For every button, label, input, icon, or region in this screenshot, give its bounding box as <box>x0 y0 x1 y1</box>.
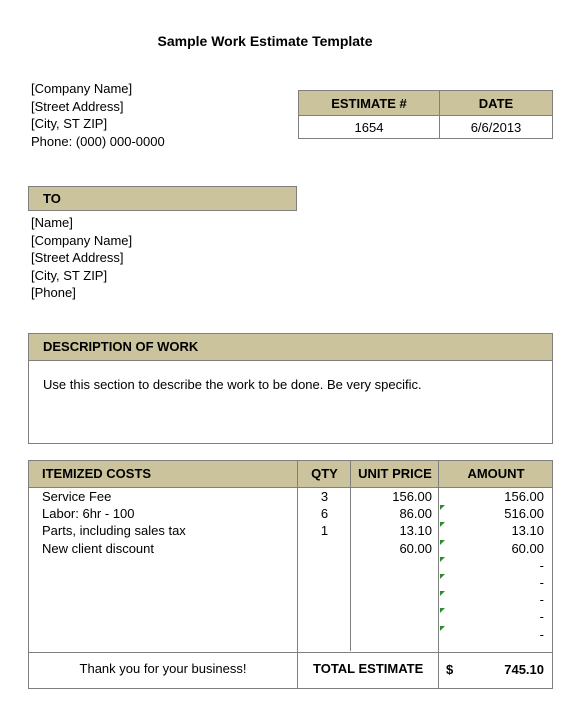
item-amount[interactable]: - <box>539 592 544 608</box>
cell-note-marker <box>440 574 445 579</box>
item-row <box>29 626 552 643</box>
item-description[interactable]: New client discount <box>42 540 154 556</box>
currency-symbol: $ <box>446 662 454 677</box>
item-qty[interactable]: 3 <box>320 489 329 504</box>
item-description[interactable]: Parts, including sales tax <box>42 523 186 539</box>
page-title: Sample Work Estimate Template <box>157 33 373 49</box>
item-description[interactable]: Service Fee <box>42 489 112 504</box>
description-header: DESCRIPTION OF WORK <box>29 334 552 361</box>
sender-phone: Phone: (000) 000-0000 <box>31 133 165 149</box>
item-row <box>29 522 552 539</box>
items-header-desc: ITEMIZED COSTS <box>42 466 152 481</box>
sender-address-block <box>31 80 165 150</box>
cell-note-marker <box>440 591 445 596</box>
cell-note-marker <box>440 522 445 527</box>
description-text[interactable]: Use this section to describe the work to be done. Be very specific. <box>43 377 422 392</box>
estimate-info-table <box>298 90 553 139</box>
sender-street: [Street Address] <box>31 98 124 114</box>
footer-divider <box>29 652 552 653</box>
recipient-city: [City, ST ZIP] <box>31 267 108 283</box>
recipient-name: [Name] <box>31 215 73 230</box>
item-row <box>29 505 552 522</box>
item-qty[interactable]: 1 <box>320 523 329 539</box>
recipient-street: [Street Address] <box>31 250 124 265</box>
sender-company: [Company Name] <box>31 81 133 96</box>
thank-you-note: Thank you for your business! <box>79 661 247 676</box>
date-cell[interactable]: 6/6/2013 <box>440 116 553 139</box>
date-header: DATE <box>440 91 553 116</box>
item-amount[interactable]: 156.00 <box>504 489 544 504</box>
estimate-number-cell[interactable]: 1654 <box>299 116 440 139</box>
item-amount[interactable]: - <box>539 575 544 590</box>
item-amount[interactable]: - <box>539 626 544 642</box>
cell-note-marker <box>440 505 445 510</box>
cell-note-marker <box>440 626 445 631</box>
item-amount[interactable]: 60.00 <box>511 540 544 556</box>
cell-note-marker <box>440 557 445 562</box>
item-row <box>29 591 552 608</box>
item-row <box>29 608 552 625</box>
item-unit-price[interactable]: 156.00 <box>392 489 432 504</box>
item-row <box>29 574 552 591</box>
itemized-costs-table <box>28 460 553 689</box>
recipient-company: [Company Name] <box>31 232 133 248</box>
cell-note-marker <box>440 540 445 545</box>
recipient-address-block <box>31 214 132 302</box>
items-header-amount: AMOUNT <box>467 466 525 481</box>
item-row <box>29 488 552 505</box>
item-amount[interactable]: - <box>539 609 544 625</box>
items-header-row <box>29 461 552 488</box>
sender-city: [City, ST ZIP] <box>31 116 108 131</box>
recipient-phone: [Phone] <box>31 285 76 300</box>
item-row <box>29 557 552 574</box>
cell-note-marker <box>440 608 445 613</box>
items-header-qty: QTY <box>311 466 338 481</box>
item-amount[interactable]: - <box>539 557 544 573</box>
item-row <box>29 540 552 557</box>
item-unit-price[interactable]: 86.00 <box>399 506 432 522</box>
item-amount[interactable]: 516.00 <box>504 506 544 522</box>
item-qty[interactable]: 6 <box>320 506 329 522</box>
item-description[interactable]: Labor: 6hr - 100 <box>42 506 135 522</box>
item-unit-price[interactable]: 13.10 <box>399 523 432 539</box>
description-section <box>28 333 553 444</box>
to-header: TO <box>28 186 297 211</box>
item-unit-price[interactable]: 60.00 <box>399 540 432 556</box>
item-amount[interactable]: 13.10 <box>511 523 544 539</box>
items-header-unit-price: UNIT PRICE <box>358 466 432 481</box>
total-estimate-label: TOTAL ESTIMATE <box>313 661 424 676</box>
estimate-number-header: ESTIMATE # <box>299 91 440 116</box>
total-estimate-value: 745.10 <box>504 662 544 677</box>
